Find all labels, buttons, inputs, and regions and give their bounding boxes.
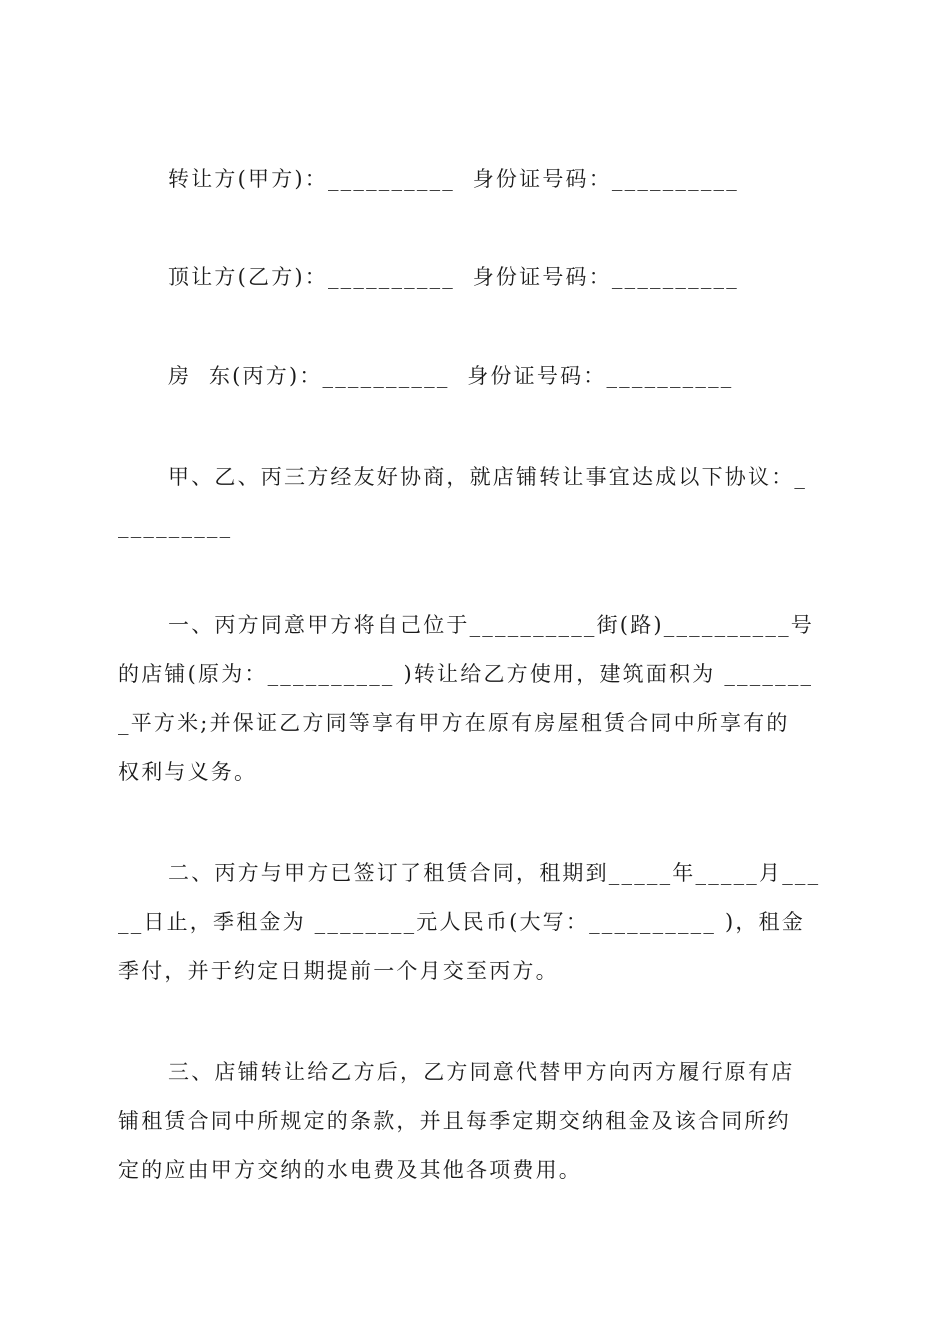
intro-line-2: _________ [118,514,233,538]
clause-3-line-1: 三、店铺转让给乙方后，乙方同意代替甲方向丙方履行原有店 [168,1060,795,1084]
intro-line-1: 甲、乙、丙三方经友好协商，就店铺转让事宜达成以下协议：_ [168,465,808,489]
clause-2-line-3: 季付，并于约定日期提前一个月交至丙方。 [118,959,559,983]
party-b-line: 顶让方(乙方)：__________ 身份证号码：__________ [168,265,739,289]
clause-1-line-3: _平方米;并保证乙方同等享有甲方在原有房屋租赁合同中所享有的 [118,711,790,735]
clause-1-line-1: 一、丙方同意甲方将自己位于__________街(路)__________号 [168,613,814,637]
clause-3-line-2: 铺租赁合同中所规定的条款，并且每季定期交纳租金及该合同所约 [118,1109,791,1133]
clause-1-line-4: 权利与义务。 [118,760,258,784]
clause-3-line-3: 定的应由甲方交纳的水电费及其他各项费用。 [118,1158,582,1182]
clause-2-line-1: 二、丙方与甲方已签订了租赁合同，租期到_____年_____月___ [168,861,821,885]
clause-2-line-2: __日止，季租金为 ________元人民币(大写：__________ )，租金 [118,910,805,934]
landlord-line: 房 东(丙方)：__________ 身份证号码：__________ [168,364,734,388]
clause-1-line-2: 的店铺(原为：__________ )转让给乙方使用，建筑面积为 _______ [118,662,814,686]
party-a-line: 转让方(甲方)：__________ 身份证号码：__________ [168,167,739,191]
